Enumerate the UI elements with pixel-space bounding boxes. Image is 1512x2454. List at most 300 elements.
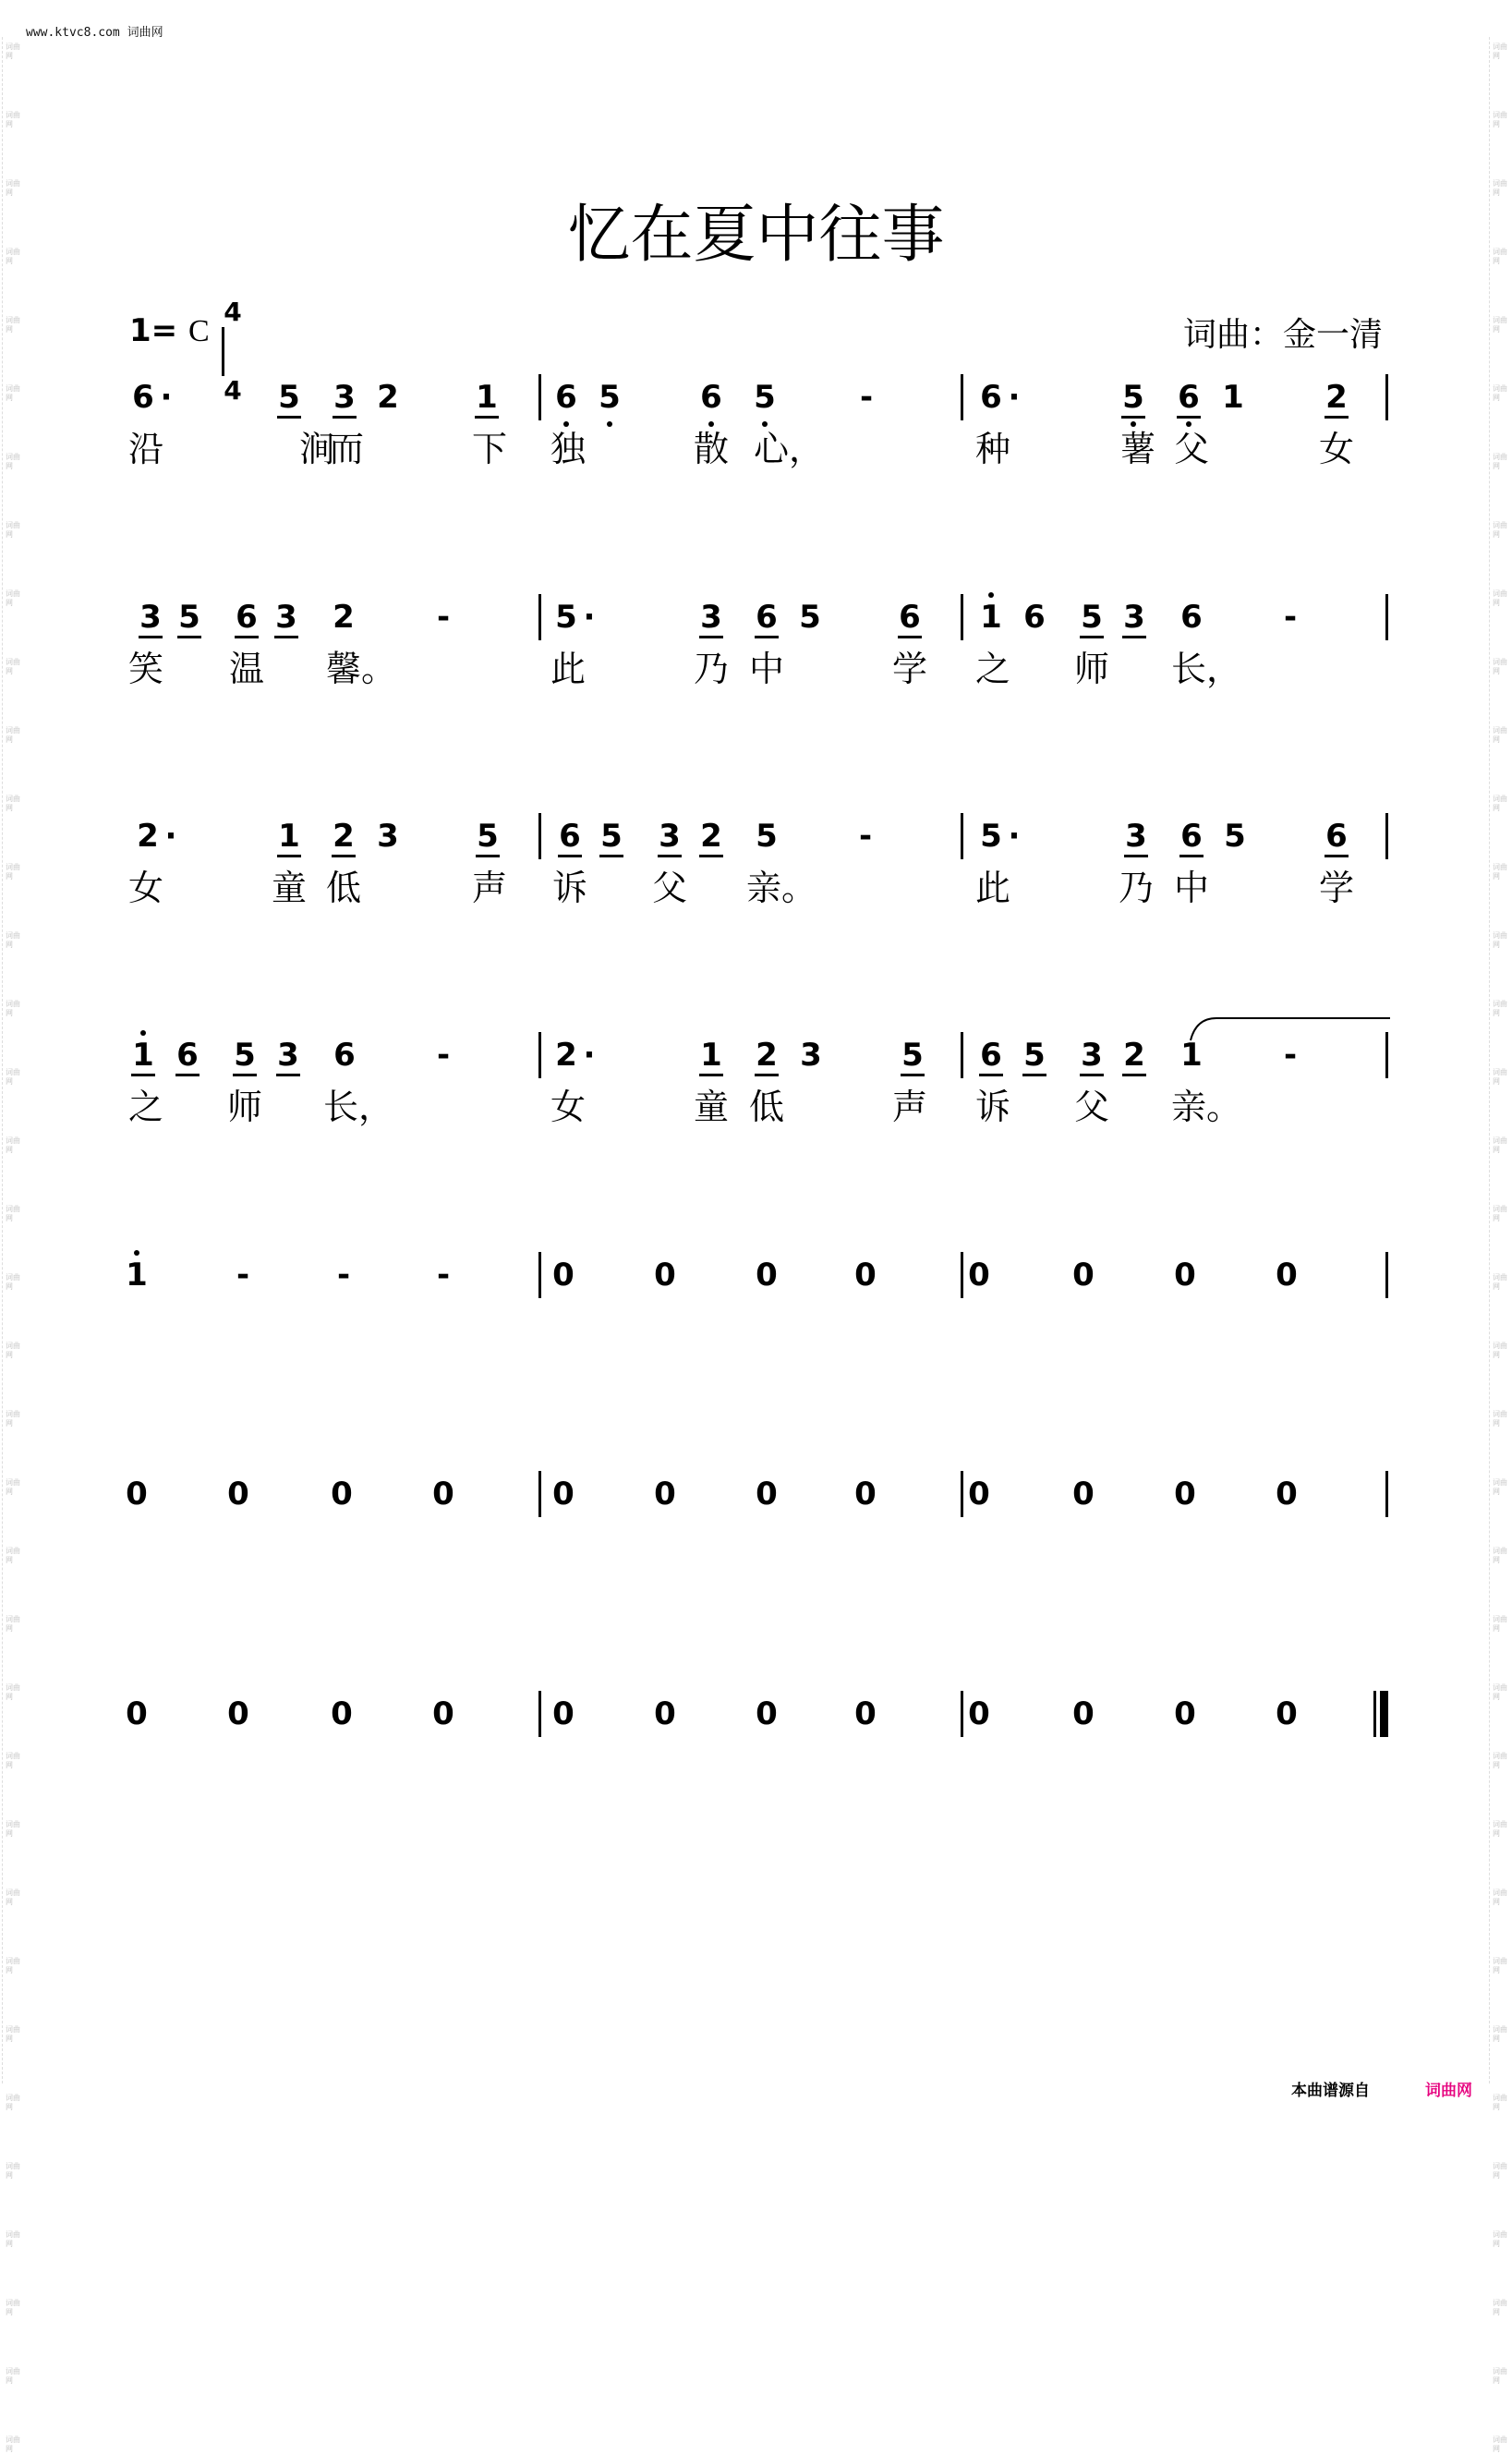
note: [849, 1257, 882, 1294]
note: [1018, 599, 1051, 636]
left-watermark-strip: [2, 37, 23, 2453]
watermark-glyph: 词曲网: [1493, 1342, 1507, 1359]
note: [173, 599, 206, 638]
lyric: 亲。: [1171, 1087, 1242, 1127]
note-glyph: 5: [1080, 599, 1104, 638]
note: [1075, 599, 1108, 638]
bar-line: [961, 813, 963, 859]
note: [896, 1037, 929, 1076]
right-watermark-strip: [1489, 37, 1510, 2453]
note: [695, 379, 728, 416]
watermark-glyph: 词曲网: [6, 2299, 20, 2316]
watermark-glyph: 词曲网: [1493, 384, 1507, 402]
note-glyph: -: [1283, 1037, 1298, 1074]
note: [653, 818, 686, 857]
watermark-glyph: 词曲网: [1493, 1136, 1507, 1154]
note: [325, 1476, 358, 1512]
watermark-glyph: 词曲网: [6, 658, 20, 675]
bar-line: [961, 1032, 963, 1078]
note-glyph: -: [858, 818, 873, 855]
note-dash: [427, 1257, 460, 1294]
note: [1270, 1476, 1303, 1512]
note: [962, 1257, 996, 1294]
note: [1018, 1037, 1051, 1076]
watermark-glyph: 词曲网: [1493, 1752, 1507, 1769]
lyric: 学: [1318, 868, 1354, 908]
note: [1117, 379, 1150, 419]
lyric: 父: [1173, 429, 1209, 469]
note: [595, 818, 628, 857]
lyric: 长，: [323, 1087, 394, 1127]
note-glyph: 0: [1276, 1257, 1298, 1294]
note-glyph: 3: [1080, 1037, 1104, 1076]
watermark-glyph: 词曲网: [1493, 1957, 1507, 1974]
watermark-glyph: 词曲网: [6, 2367, 20, 2385]
watermark-glyph: 词曲网: [1493, 1205, 1507, 1222]
note-glyph: 6: [1179, 818, 1204, 857]
note: [962, 1695, 996, 1732]
note-glyph: 0: [1276, 1695, 1298, 1732]
watermark-glyph: 词曲网: [6, 795, 20, 812]
watermark-glyph: 词曲网: [1493, 521, 1507, 539]
watermark-glyph: 词曲网: [1493, 316, 1507, 334]
end-bar-line: [1385, 594, 1388, 640]
watermark-glyph: 词曲网: [6, 453, 20, 470]
note: [222, 1695, 255, 1732]
watermark-glyph: 词曲网: [6, 2230, 20, 2248]
lyric: 此: [550, 649, 586, 689]
watermark-glyph: 词曲网: [6, 1342, 20, 1359]
note: [794, 1037, 828, 1074]
note: [1216, 379, 1250, 416]
lyric: 中: [1173, 868, 1209, 908]
composer-credit: 词曲：金一清: [1182, 316, 1383, 354]
watermark-glyph: 词曲网: [6, 1068, 20, 1086]
note: [327, 818, 360, 857]
watermark-glyph: 词曲网: [1493, 111, 1507, 128]
note: [1067, 1695, 1100, 1732]
augmentation-dot: [154, 818, 187, 855]
note-glyph: 1: [475, 379, 499, 419]
note-glyph: 1: [1222, 379, 1244, 416]
watermark-glyph: 词曲网: [6, 1410, 20, 1427]
note: [272, 818, 306, 857]
lyric: 长，: [1171, 649, 1242, 689]
note-glyph: 0: [1072, 1257, 1095, 1294]
source-url: www.ktvc8.com 词曲网: [26, 26, 163, 40]
lyric: 童: [693, 1087, 729, 1127]
note-glyph: 5: [1121, 379, 1145, 419]
watermark-glyph: 词曲网: [1493, 2025, 1507, 2043]
note-glyph: 6: [700, 379, 722, 416]
watermark-glyph: 词曲网: [6, 726, 20, 744]
key-equals: =: [151, 312, 178, 349]
note: [1075, 1037, 1108, 1076]
bar-line: [538, 594, 541, 640]
note-glyph: 0: [552, 1257, 575, 1294]
lyric: 而: [328, 429, 364, 469]
note: [593, 379, 626, 416]
note: [1067, 1257, 1100, 1294]
note: [1168, 1476, 1202, 1512]
lyric: 之: [127, 1087, 163, 1127]
bar-line: [961, 1252, 963, 1298]
bar-line: [538, 1032, 541, 1078]
note-glyph: 5: [1022, 1037, 1046, 1076]
note-glyph: 3: [699, 599, 723, 638]
note-glyph: 2: [137, 818, 159, 855]
note-glyph: 5: [555, 599, 577, 636]
note: [1175, 818, 1208, 857]
note-dash: [850, 379, 883, 416]
lyric: 声: [471, 868, 507, 908]
note: [1175, 1037, 1208, 1074]
watermark-glyph: 词曲网: [1493, 1068, 1507, 1086]
lyric: 师: [226, 1087, 262, 1127]
note-glyph: 0: [654, 1695, 676, 1732]
watermark-glyph: 词曲网: [1493, 726, 1507, 744]
note-glyph: 0: [227, 1695, 249, 1732]
bar-line: [961, 594, 963, 640]
note-glyph: 0: [1174, 1695, 1196, 1732]
note-glyph: 5: [599, 379, 621, 416]
watermark-glyph: 词曲网: [1493, 1410, 1507, 1427]
note-glyph: 6: [1180, 599, 1203, 636]
note: [1320, 818, 1353, 857]
note: [120, 1257, 153, 1294]
lyric: 父: [1073, 1087, 1109, 1127]
watermark-glyph: 词曲网: [1493, 2094, 1507, 2111]
note-glyph: 2: [333, 599, 355, 636]
note-glyph: 2: [699, 818, 723, 857]
lyric: 声: [891, 1087, 927, 1127]
watermark-glyph: 词曲网: [6, 1478, 20, 1496]
end-bar-line: [1385, 374, 1388, 420]
watermark-glyph: 词曲网: [6, 111, 20, 128]
note-glyph: 6: [1325, 818, 1349, 857]
lyric: 女: [1318, 429, 1354, 469]
note-glyph: 0: [126, 1695, 148, 1732]
note-glyph: 0: [1174, 1257, 1196, 1294]
lyric: 诉: [974, 1087, 1010, 1127]
watermark-glyph: 词曲网: [1493, 248, 1507, 265]
time-signature-line: [222, 327, 224, 376]
note-glyph: 6: [558, 818, 582, 857]
note: [1118, 599, 1151, 638]
note-glyph: 0: [854, 1695, 877, 1732]
final-bar-thick: [1380, 1691, 1386, 1737]
note: [695, 818, 728, 857]
note-glyph: -: [1283, 599, 1298, 636]
lyric: 心，: [754, 429, 825, 469]
note-glyph: ·: [160, 379, 173, 416]
note-glyph: -: [436, 599, 451, 636]
note-glyph: 0: [654, 1257, 676, 1294]
note-glyph: 3: [139, 599, 163, 638]
note-glyph: 0: [552, 1695, 575, 1732]
final-bar-thin: [1373, 1691, 1376, 1737]
key-one: 1: [129, 312, 151, 349]
note-glyph: 6: [235, 599, 259, 638]
note-glyph: 0: [432, 1476, 454, 1512]
song-title: 忆在夏中往事: [567, 199, 945, 272]
watermark-glyph: 词曲网: [6, 1547, 20, 1564]
augmentation-dot: [998, 379, 1031, 416]
lyric: 之: [974, 649, 1010, 689]
watermark-glyph: 词曲网: [6, 43, 20, 60]
note: [328, 379, 361, 419]
lyric: 乃: [693, 649, 729, 689]
note-glyph: 3: [333, 379, 357, 419]
note-glyph: 6: [755, 599, 779, 638]
watermark-glyph: 词曲网: [1493, 1273, 1507, 1291]
augmentation-dot: [998, 818, 1031, 855]
lyric: 散: [693, 429, 729, 469]
lyric: 温: [228, 649, 264, 689]
note: [272, 1037, 305, 1076]
time-signature: [222, 298, 244, 406]
bar-line: [538, 1471, 541, 1517]
footer-site-name: 词曲网: [1425, 2082, 1472, 2100]
lyric: 学: [891, 649, 927, 689]
watermark-glyph: 词曲网: [6, 179, 20, 197]
note-glyph: 3: [276, 1037, 300, 1076]
lyric: 笑: [127, 649, 163, 689]
augmentation-dot: [150, 379, 183, 416]
watermark-glyph: 词曲网: [6, 1273, 20, 1291]
note: [427, 1695, 460, 1732]
note-glyph: 6: [979, 1037, 1003, 1076]
note: [325, 1695, 358, 1732]
watermark-glyph: 词曲网: [6, 1615, 20, 1633]
watermark-glyph: 词曲网: [1493, 2162, 1507, 2180]
note-glyph: ·: [1008, 818, 1021, 855]
note-dash: [1274, 1037, 1307, 1074]
watermark-glyph: 词曲网: [1493, 1683, 1507, 1701]
augmentation-dot: [573, 599, 606, 636]
note-glyph: 5: [599, 818, 623, 857]
note: [171, 1037, 204, 1076]
watermark-glyph: 词曲网: [1493, 1889, 1507, 1906]
end-bar-line: [1385, 813, 1388, 859]
note: [270, 599, 303, 638]
note: [1172, 379, 1205, 419]
note: [793, 599, 827, 636]
watermark-glyph: 词曲网: [6, 521, 20, 539]
note-glyph: 5: [233, 1037, 257, 1076]
note: [427, 1476, 460, 1512]
note-glyph: -: [436, 1257, 451, 1294]
watermark-glyph: 词曲网: [6, 1889, 20, 1906]
note: [750, 1695, 783, 1732]
note: [1168, 1695, 1202, 1732]
note: [1320, 379, 1353, 419]
watermark-glyph: 词曲网: [6, 1205, 20, 1222]
note-dash: [849, 818, 882, 855]
note-glyph: ·: [164, 818, 177, 855]
note: [750, 818, 783, 855]
note: [272, 379, 306, 419]
watermark-glyph: 词曲网: [6, 1752, 20, 1769]
watermark-glyph: 词曲网: [1493, 658, 1507, 675]
note: [893, 599, 926, 638]
note-glyph: ·: [1008, 379, 1021, 416]
note-glyph: 0: [756, 1695, 778, 1732]
lyric: 低: [325, 868, 361, 908]
note: [1119, 818, 1153, 857]
note-glyph: 0: [432, 1695, 454, 1732]
note-glyph: 1: [980, 599, 1002, 636]
note: [1175, 599, 1208, 636]
note-glyph: 0: [854, 1257, 877, 1294]
note: [230, 599, 263, 638]
time-signature-bottom: 4: [224, 375, 242, 406]
tie-arc: [1189, 1014, 1392, 1042]
note-glyph: 1: [699, 1037, 723, 1076]
lyric: 亲。: [746, 868, 817, 908]
time-signature-top: 4: [224, 297, 242, 327]
note: [648, 1695, 682, 1732]
note-glyph: 5: [756, 818, 778, 855]
bar-line: [538, 813, 541, 859]
note: [974, 1037, 1008, 1076]
watermark-glyph: 词曲网: [1493, 1615, 1507, 1633]
note-glyph: 5: [754, 379, 776, 416]
note-glyph: 0: [654, 1476, 676, 1512]
note: [371, 818, 405, 855]
lyric: 乃: [1118, 868, 1154, 908]
lyric: 下: [471, 429, 507, 469]
note-dash: [427, 599, 460, 636]
bar-line: [961, 1691, 963, 1737]
note: [1218, 818, 1252, 855]
note-glyph: 2: [377, 379, 399, 416]
watermark-glyph: 词曲网: [1493, 1820, 1507, 1838]
note-dash: [327, 1257, 360, 1294]
lyric: 父: [651, 868, 687, 908]
note-glyph: 2: [755, 1037, 779, 1076]
note-glyph: 1: [1180, 1037, 1203, 1074]
lyric: 沿: [127, 429, 163, 469]
bar-line: [961, 374, 963, 420]
note-glyph: 1: [277, 818, 301, 857]
note-glyph: 2: [332, 818, 356, 857]
watermark-glyph: 词曲网: [1493, 2299, 1507, 2316]
note-glyph: ·: [583, 599, 596, 636]
note-glyph: 2: [1122, 1037, 1146, 1076]
note-glyph: -: [336, 1257, 351, 1294]
note-glyph: 0: [331, 1476, 353, 1512]
lyric: 薯: [1119, 429, 1155, 469]
note-glyph: 0: [1072, 1476, 1095, 1512]
lyric: 师: [1073, 649, 1109, 689]
bar-line: [538, 374, 541, 420]
note-glyph: 3: [800, 1037, 822, 1074]
note-glyph: 5: [277, 379, 301, 419]
key-signature: [129, 312, 210, 349]
note: [1118, 1037, 1151, 1076]
note-glyph: 6: [132, 379, 154, 416]
note: [1067, 1476, 1100, 1512]
watermark-glyph: 词曲网: [1493, 43, 1507, 60]
watermark-glyph: 词曲网: [1493, 2367, 1507, 2385]
lyric: 独: [550, 429, 586, 469]
watermark-glyph: 词曲网: [6, 1957, 20, 1974]
note-glyph: 0: [1276, 1476, 1298, 1512]
watermark-glyph: 词曲网: [6, 1136, 20, 1154]
watermark-glyph: 词曲网: [6, 1000, 20, 1017]
note: [1270, 1257, 1303, 1294]
note-dash: [427, 1037, 460, 1074]
note-glyph: 3: [377, 818, 399, 855]
watermark-glyph: 词曲网: [6, 589, 20, 607]
note-glyph: 1: [131, 1037, 155, 1076]
watermark-glyph: 词曲网: [1493, 863, 1507, 881]
lyric: 馨。: [326, 649, 397, 689]
note-glyph: 0: [331, 1695, 353, 1732]
note-glyph: 1: [126, 1257, 148, 1294]
watermark-glyph: 词曲网: [1493, 2436, 1507, 2453]
note-glyph: 6: [175, 1037, 200, 1076]
note: [134, 599, 167, 638]
note: [750, 599, 783, 638]
note-glyph: 0: [126, 1476, 148, 1512]
note: [1168, 1257, 1202, 1294]
note-glyph: 5: [476, 818, 500, 857]
watermark-glyph: 词曲网: [6, 2436, 20, 2453]
lyric: 中: [748, 649, 784, 689]
lyric: 种: [974, 429, 1010, 469]
watermark-glyph: 词曲网: [1493, 179, 1507, 197]
lyric: 低: [748, 1087, 784, 1127]
note-glyph: 5: [177, 599, 201, 638]
note: [470, 379, 503, 419]
note-glyph: 0: [1072, 1695, 1095, 1732]
note: [471, 818, 504, 857]
watermark-glyph: 词曲网: [1493, 1547, 1507, 1564]
note-glyph: 0: [227, 1476, 249, 1512]
watermark-glyph: 词曲网: [1493, 795, 1507, 812]
note: [974, 599, 1008, 636]
note-glyph: 6: [333, 1037, 356, 1074]
watermark-glyph: 词曲网: [6, 248, 20, 265]
note: [127, 1037, 160, 1076]
note: [695, 1037, 728, 1076]
note: [222, 1476, 255, 1512]
bar-line: [961, 1471, 963, 1517]
lyric: 女: [127, 868, 163, 908]
note: [371, 379, 405, 416]
watermark-glyph: 词曲网: [1493, 453, 1507, 470]
note: [120, 1476, 153, 1512]
note-dash: [1274, 599, 1307, 636]
note: [849, 1476, 882, 1512]
key-letter: C: [188, 314, 210, 348]
note-glyph: 0: [756, 1257, 778, 1294]
watermark-glyph: 词曲网: [1493, 2230, 1507, 2248]
note-glyph: 5: [1224, 818, 1246, 855]
lyric: 童: [271, 868, 307, 908]
note-glyph: 6: [1023, 599, 1046, 636]
note-glyph: 3: [658, 818, 682, 857]
watermark-glyph: 词曲网: [6, 2094, 20, 2111]
note-glyph: 0: [1174, 1476, 1196, 1512]
watermark-glyph: 词曲网: [6, 931, 20, 949]
note: [750, 1257, 783, 1294]
note: [695, 599, 728, 638]
watermark-glyph: 词曲网: [1493, 931, 1507, 949]
lyric: 诉: [551, 868, 587, 908]
